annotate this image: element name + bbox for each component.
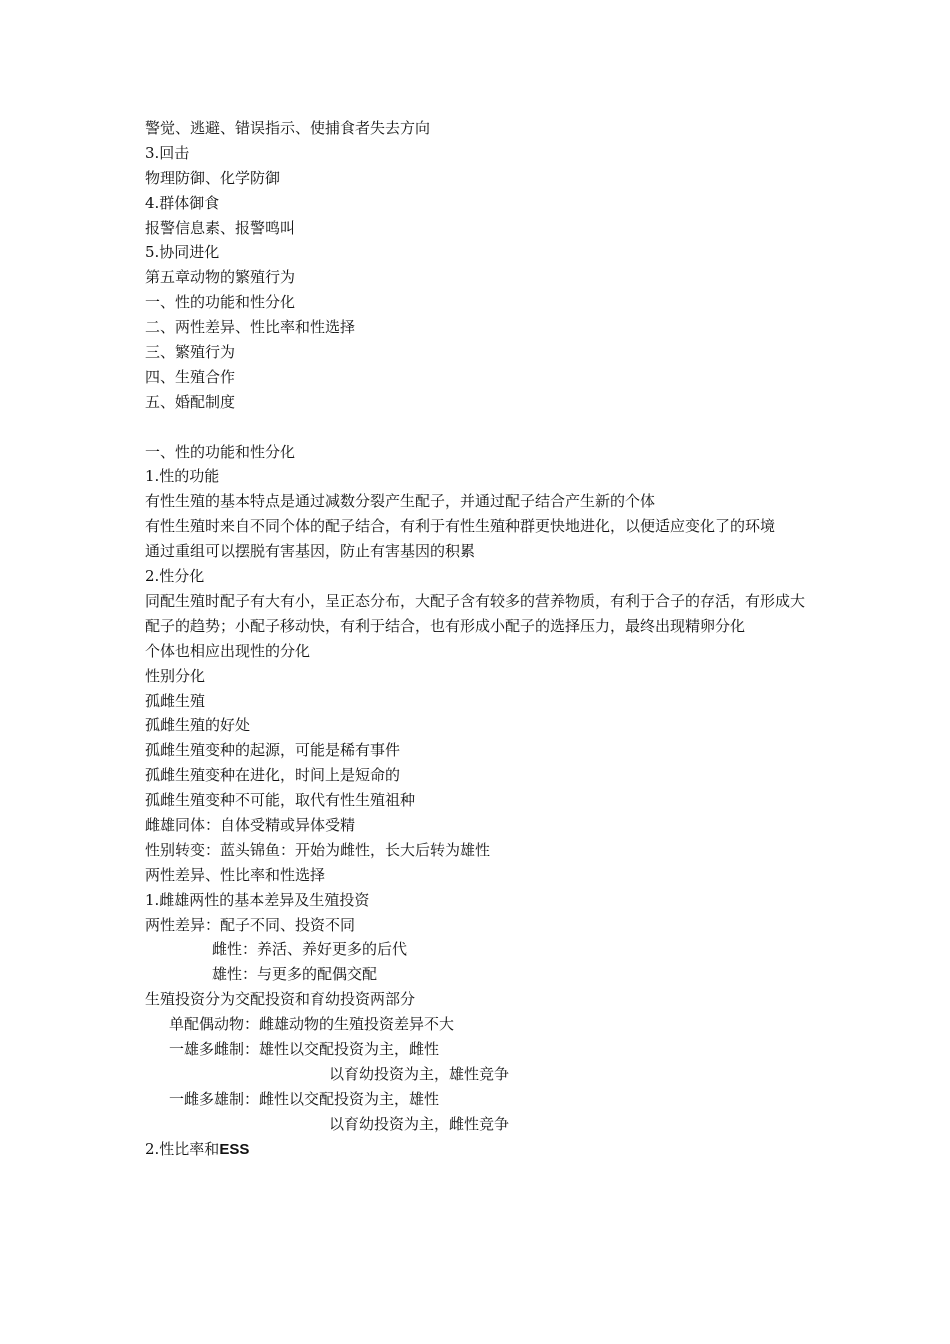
text-paragraph: 同配生殖时配子有大有小，呈正态分布，大配子含有较多的营养物质，有利于合子的存活，有形成大配子的趋势；小配子移动快，有利于结合，也有形成小配子的选择压力，最终出现精卵分化 — [145, 591, 806, 635]
subsection-heading: 1.雌雄两性的基本差异及生殖投资 — [145, 890, 370, 909]
text-line: 两性差异：配子不同、投资不同 — [145, 915, 356, 934]
indented-line: 单配偶动物：雌雄动物的生殖投资差异不大 — [169, 1015, 455, 1034]
indented-line: 一雄多雌制：雄性以交配投资为主，雌性 — [169, 1040, 440, 1058]
text-line: 孤雌生殖变种不可能，取代有性生殖祖种 — [145, 791, 416, 810]
text-line: 性别转变：蓝头锦鱼：开始为雌性，长大后转为雄性 — [145, 840, 491, 859]
indented-line: 雄性：与更多的配偶交配 — [212, 965, 378, 984]
section-heading: 3.回击 — [145, 143, 190, 162]
ess-term: ESS — [219, 1140, 250, 1158]
text-line: 报警信息素、报警鸣叫 — [145, 218, 296, 237]
chapter-title: 第五章动物的繁殖行为 — [145, 268, 296, 287]
subsection-heading: 1.性的功能 — [145, 467, 220, 486]
toc-item: 三、繁殖行为 — [145, 343, 236, 362]
indented-line: 一雌多雄制：雌性以交配投资为主，雄性 — [169, 1089, 440, 1108]
toc-item: 二、两性差异、性比率和性选择 — [145, 318, 356, 337]
text-line: 孤雌生殖变种的起源，可能是稀有事件 — [145, 741, 401, 760]
document-page — [145, 116, 815, 1161]
section-heading: 一、性的功能和性分化 — [145, 442, 296, 461]
toc-item: 四、生殖合作 — [145, 367, 236, 386]
section-heading: 4.群体御食 — [145, 193, 220, 212]
toc-item: 五、婚配制度 — [145, 392, 236, 411]
section-heading: 两性差异、性比率和性选择 — [145, 865, 326, 884]
section-heading: 5.协同进化 — [145, 243, 220, 262]
text-line: 雌雄同体：自体受精或异体受精 — [145, 815, 356, 834]
text-line: 物理防御、化学防御 — [145, 168, 281, 187]
subsection-heading — [145, 1137, 815, 1162]
text-line: 有性生殖的基本特点是通过减数分裂产生配子，并通过配子结合产生新的个体 — [145, 492, 656, 511]
text-line: 警觉、逃避、错误指示、使捕食者失去方向 — [145, 119, 431, 137]
toc-item: 一、性的功能和性分化 — [145, 293, 296, 312]
subsection-heading: 2.性分化 — [145, 567, 205, 586]
text-line: 性别分化 — [145, 666, 206, 685]
text-line: 孤雌生殖变种在进化，时间上是短命的 — [145, 766, 401, 785]
text-line: 个体也相应出现性的分化 — [145, 641, 311, 660]
text-line: 孤雌生殖 — [145, 691, 206, 710]
text-line: 生殖投资分为交配投资和育幼投资两部分 — [145, 990, 416, 1009]
blank-line — [145, 415, 815, 440]
heading-text: 2.性比率和 — [145, 1139, 220, 1158]
text-paragraph: 有性生殖时来自不同个体的配子结合，有利于有性生殖种群更快地进化，以便适应变化了的环境 — [145, 517, 776, 536]
indented-line: 以育幼投资为主，雄性竞争 — [329, 1064, 510, 1083]
indented-line: 以育幼投资为主，雌性竞争 — [329, 1114, 510, 1133]
text-line: 孤雌生殖的好处 — [145, 716, 251, 735]
text-line: 通过重组可以摆脱有害基因，防止有害基因的积累 — [145, 542, 476, 561]
indented-line: 雌性：养活、养好更多的后代 — [212, 940, 408, 959]
